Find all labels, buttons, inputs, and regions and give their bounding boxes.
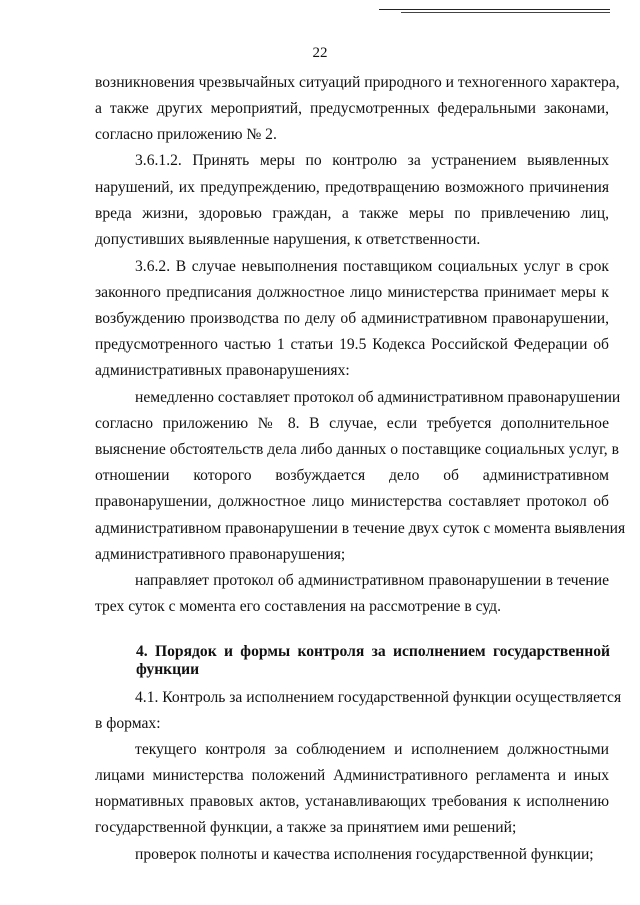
text-line: вреда жизни, здоровью граждан, а также меры по привлечению лиц, <box>95 205 609 222</box>
text-line: проверок полноты и качества исполнения государственной функции; <box>135 846 594 863</box>
header-rule <box>379 9 610 10</box>
text-line: в формах: <box>95 715 161 732</box>
text-line: административных правонарушениях: <box>95 362 350 379</box>
text-line: административного правонарушения; <box>95 546 346 563</box>
text-line: 3.6.2. В случае невыполнения поставщиком социальных услуг в срок <box>135 258 609 275</box>
text-line: государственной функции, а также за принятием ими решений; <box>95 819 517 836</box>
text-line: немедленно составляет протокол об административном правонарушении <box>135 389 621 406</box>
text-line: выяснение обстоятельств дела либо данных о поставщике социальных услуг, в <box>95 441 619 458</box>
text-line: административном правонарушении в течение двух суток с момента выявления <box>95 520 626 537</box>
text-line: лицами министерства положений Административного регламента и иных <box>95 767 609 784</box>
text-line: возникновения чрезвычайных ситуаций природного и техногенного характера, <box>95 74 620 91</box>
text-line: нарушений, их предупреждению, предотвращению возможного причинения <box>95 179 609 196</box>
text-line: возбуждению производства по делу об административном правонарушении, <box>95 310 609 327</box>
section-heading-continued: функции <box>136 661 200 678</box>
text-line: трех суток с момента его составления на рассмотрение в суд. <box>95 598 501 615</box>
text-line: согласно приложению № 2. <box>95 126 277 143</box>
text-line: 4.1. Контроль за исполнением государственной функции осуществляется <box>135 689 622 706</box>
text-line: отношении которого возбуждается дело об административном <box>95 467 609 484</box>
text-line: 3.6.1.2. Принять меры по контролю за устранением выявленных <box>135 152 609 169</box>
text-line: правонарушении, должностное лицо министерства составляет протокол об <box>95 493 609 510</box>
text-line: предусмотренного частью 1 статьи 19.5 Кодекса Российской Федерации об <box>95 336 609 353</box>
text-line: нормативных правовых актов, устанавливающих требования к исполнению <box>95 793 609 810</box>
page-number: 22 <box>312 45 328 61</box>
text-line: допустивших выявленные нарушения, к ответственности. <box>95 231 481 248</box>
header-rule-secondary <box>401 12 610 13</box>
text-line: текущего контроля за соблюдением и исполнением должностными <box>135 741 609 758</box>
text-line: а также других мероприятий, предусмотренных федеральными законами, <box>95 100 609 117</box>
section-heading: 4. Порядок и формы контроля за исполнением государственной <box>136 643 610 660</box>
text-line: направляет протокол об административном правонарушении в течение <box>135 572 609 589</box>
text-line: законного предписания должностное лицо министерства принимает меры к <box>95 284 609 301</box>
text-line: согласно приложению № 8. В случае, если требуется дополнительное <box>95 415 609 432</box>
